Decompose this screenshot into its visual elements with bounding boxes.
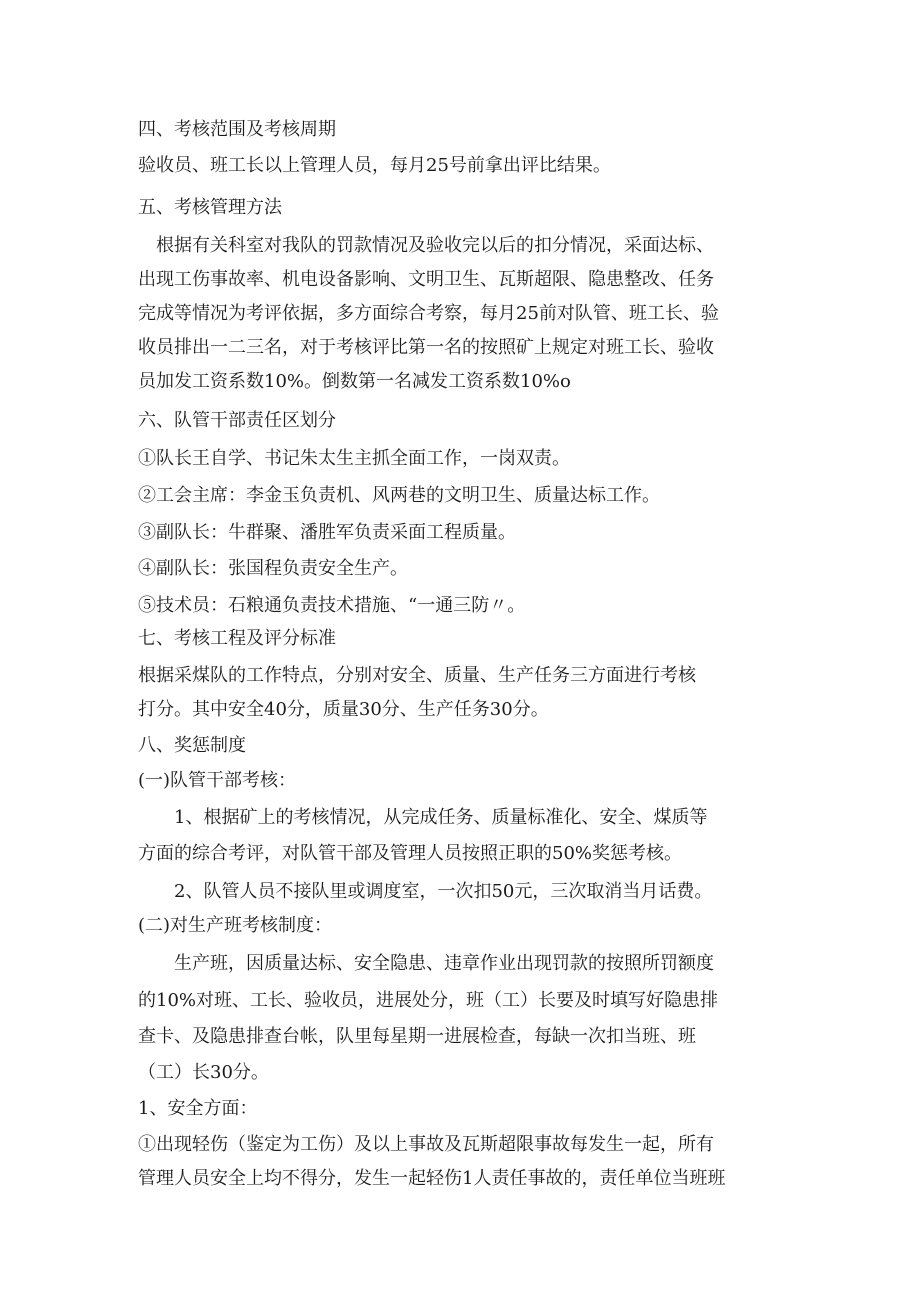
paragraph-line: 出现工伤事故率、机电设备影响、文明卫生、瓦斯超限、隐患整改、任务 xyxy=(138,269,714,290)
list-item: ④副队长：张国程负责安全生产。 xyxy=(138,558,408,579)
heading-section-8: 八、奖惩制度 xyxy=(138,735,246,756)
list-item: ②工会主席：李金玉负责机、风两巷的文明卫生、质量达标工作。 xyxy=(138,485,660,506)
paragraph-line: 管理人员安全上均不得分，发生一起轻伤1人责任事故的，责任单位当班班 xyxy=(138,1168,726,1189)
paragraph-line: 员加发工资系数10%。倒数第一名减发工资系数10%o xyxy=(138,371,571,392)
paragraph-line: 根据有关科室对我队的罚款情况及验收完以后的扣分情况，采面达标、 xyxy=(138,235,714,256)
paragraph-line: 完成等情况为考评依据，多方面综合考察，每月25前对队管、班工长、验 xyxy=(138,303,719,324)
subheading: 1、安全方面： xyxy=(138,1098,258,1119)
heading-section-5: 五、考核管理方法 xyxy=(138,197,282,218)
list-item: ①队长王自学、书记朱太生主抓全面工作，一岗双责。 xyxy=(138,448,570,469)
heading-section-7: 七、考核工程及评分标准 xyxy=(138,628,336,649)
paragraph-line: 1、根据矿上的考核情况，从完成任务、质量标准化、安全、煤质等 xyxy=(138,807,708,828)
heading-section-6: 六、队管干部责任区划分 xyxy=(138,410,336,431)
paragraph-line: 验收员、班工长以上管理人员，每月25号前拿出评比结果。 xyxy=(138,155,611,176)
paragraph-line: 的10%对班、工长、验收员，进展处分，班（工）长要及时填写好隐患排 xyxy=(138,990,719,1011)
paragraph-line: 打分。其中安全40分，质量30分、生产任务30分。 xyxy=(138,699,549,720)
paragraph-line: ①出现轻伤（鉴定为工伤）及以上事故及瓦斯超限事故每发生一起，所有 xyxy=(138,1134,714,1155)
paragraph-line: （工）长30分。 xyxy=(138,1062,269,1083)
paragraph-line: 收员排出一二三名，对于考核评比第一名的按照矿上规定对班工长、验收 xyxy=(138,337,714,358)
list-item: ⑤技术员：石粮通负责技术措施、“一通三防〃。 xyxy=(138,595,526,616)
paragraph-line: 方面的综合考评，对队管干部及管理人员按照正职的50%奖惩考核。 xyxy=(138,843,683,864)
paragraph-line: 根据采煤队的工作特点，分别对安全、质量、生产任务三方面进行考核 xyxy=(138,665,696,686)
paragraph-line: 生产班，因质量达标、安全隐患、违章作业出现罚款的按照所罚额度 xyxy=(138,953,714,974)
heading-section-4: 四、考核范围及考核周期 xyxy=(138,119,336,140)
paragraph-line: 查卡、及隐患排查台帐，队里每星期一进展检查，每缺一次扣当班、班 xyxy=(138,1026,696,1047)
paragraph-line: 2、队管人员不接队里或调度室，一次扣50元，三次取消当月话费。 xyxy=(138,881,713,902)
subheading: (二)对生产班考核制度： xyxy=(138,915,333,936)
list-item: ③副队长：牛群聚、潘胜军负责采面工程质量。 xyxy=(138,522,516,543)
subheading: (一)队管干部考核： xyxy=(138,770,297,791)
